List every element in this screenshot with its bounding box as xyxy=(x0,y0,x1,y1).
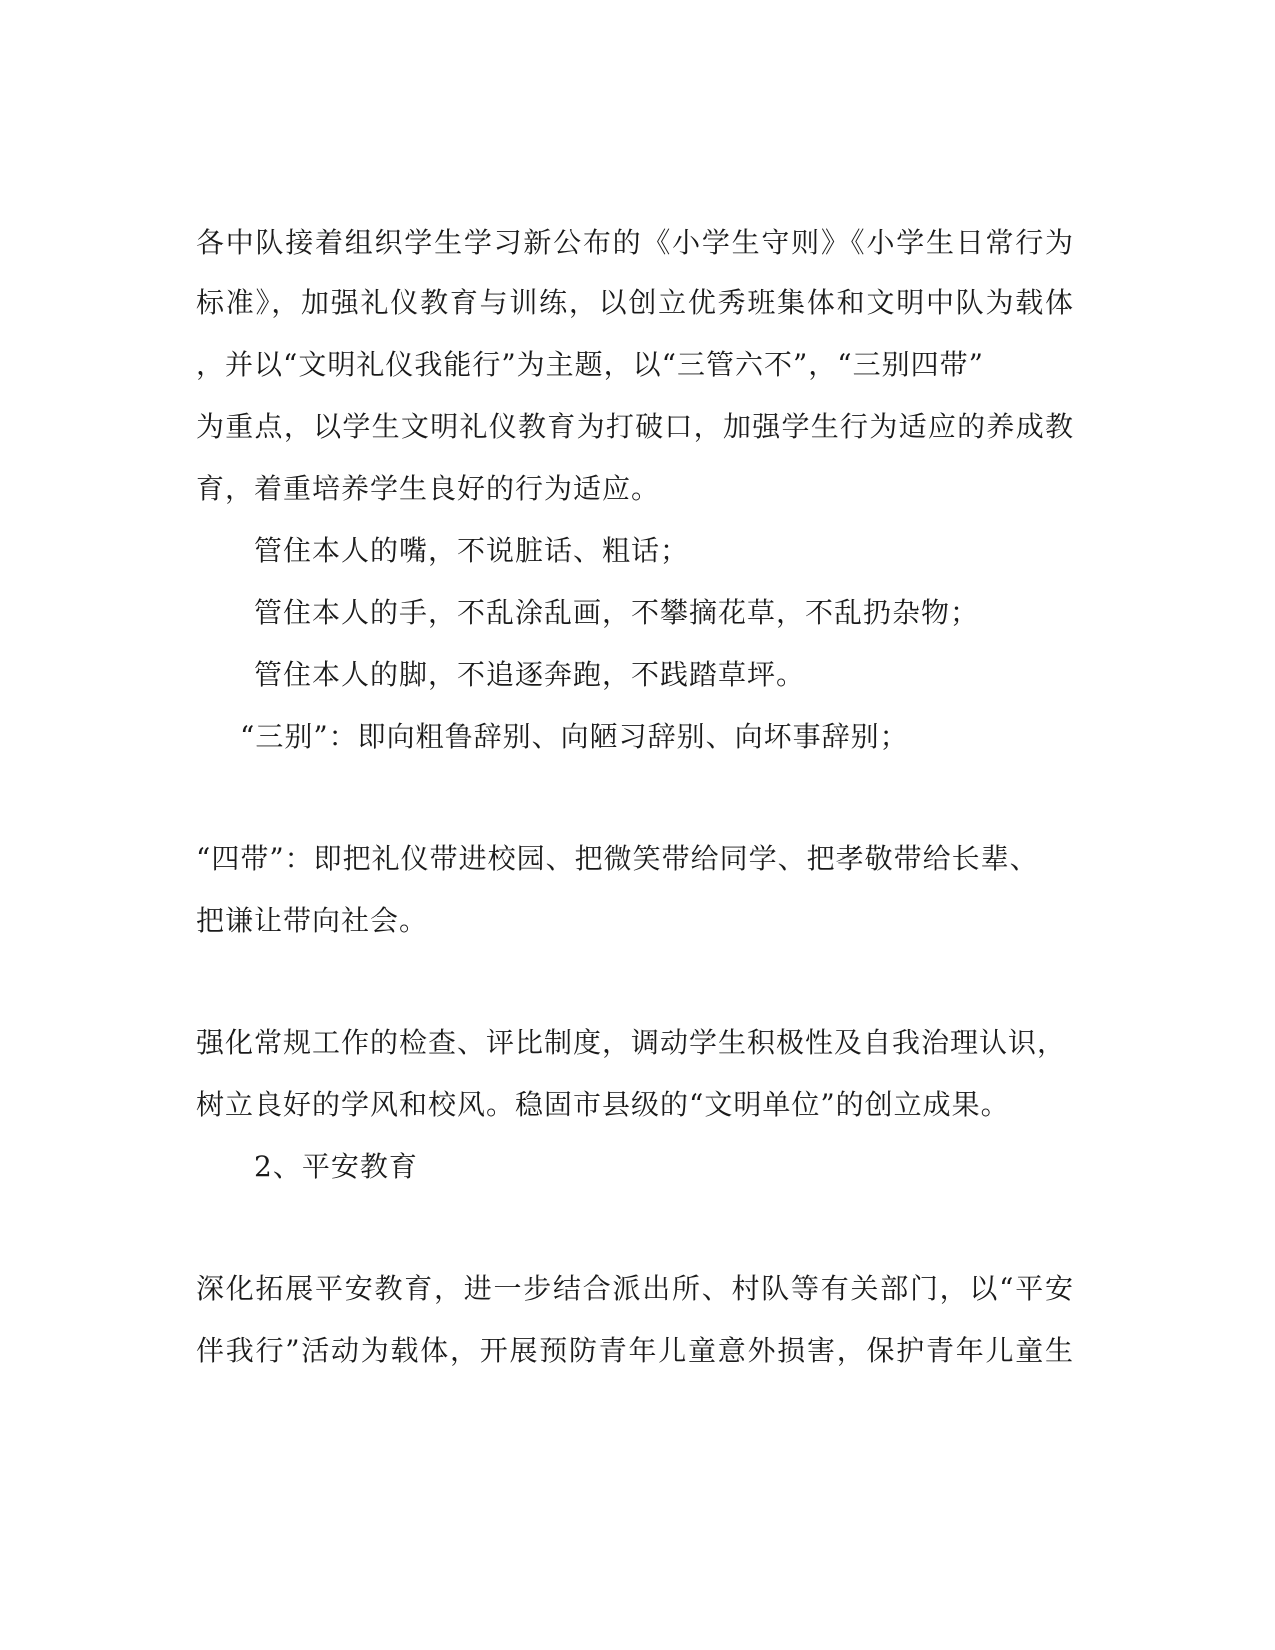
text-line: 强化常规工作的检查、评比制度，调动学生积极性及自我治理认识， xyxy=(196,1026,1067,1059)
three-farewells-line: “三别”：即向粗鲁辞别、向陋习辞别、向坏事辞别； xyxy=(240,720,909,753)
text-line: 把谦让带向社会。 xyxy=(196,904,429,937)
text-line: 标准》，加强礼仪教育与训练，以创立优秀班集体和文明中队为载体 xyxy=(196,286,1074,319)
rule-item: 管住本人的手，不乱涂乱画，不攀摘花草，不乱扔杂物； xyxy=(254,596,980,629)
text-line: 树立良好的学风和校风。稳固市县级的“文明单位”的创立成果。 xyxy=(196,1088,1010,1121)
rule-item: 管住本人的脚，不追逐奔跑，不践踏草坪。 xyxy=(254,658,806,691)
text-line: 伴我行”活动为载体，开展预防青年儿童意外损害，保护青年儿童生 xyxy=(196,1334,1074,1367)
rule-item: 管住本人的嘴，不说脏话、粗话； xyxy=(254,534,690,567)
text-line: 各中队接着组织学生学习新公布的《小学生守则》《小学生日常行为 xyxy=(196,226,1074,259)
text-line: “四带”：即把礼仪带进校园、把微笑带给同学、把孝敬带给长辈、 xyxy=(196,842,1039,875)
section-heading-safety: 2、平安教育 xyxy=(254,1150,418,1183)
text-line: 育，着重培养学生良好的行为适应。 xyxy=(196,472,661,505)
text-line: 深化拓展平安教育，进一步结合派出所、村队等有关部门，以“平安 xyxy=(196,1272,1074,1305)
text-line: ，并以“文明礼仪我能行”为主题，以“三管六不”，“三别四带” xyxy=(196,348,984,381)
text-line: 为重点，以学生文明礼仪教育为打破口，加强学生行为适应的养成教 xyxy=(196,410,1074,443)
